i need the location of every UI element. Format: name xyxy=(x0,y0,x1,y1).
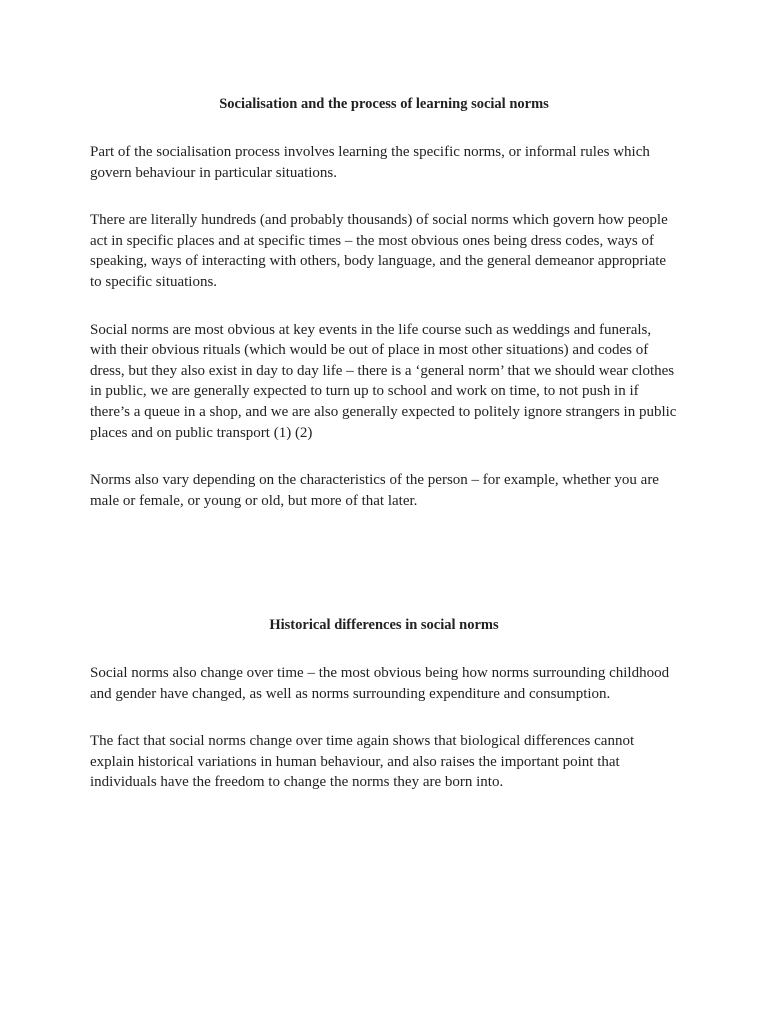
section-socialisation xyxy=(90,94,678,538)
paragraph: Part of the socialisation process involves learning the specific norms, or informal rules which govern behaviour in particular situations. xyxy=(90,144,650,181)
paragraph: There are literally hundreds (and probably thousands) of social norms which govern how people act in specific places and at specific times – the most obvious ones being dress codes, ways of speaking, ways of interacting with others, body language, and the general demeanor appropriate to specific situations. xyxy=(90,212,668,290)
section-heading: Socialisation and the process of learning social norms xyxy=(219,96,549,112)
section-heading: Historical differences in social norms xyxy=(269,617,499,633)
paragraph: Social norms also change over time – the most obvious being how norms surrounding childhood and gender have changed, as well as norms surrounding expenditure and consumption. xyxy=(90,665,670,702)
section-historical-differences xyxy=(90,615,678,820)
paragraph: The fact that social norms change over time again shows that biological differences cannot explain historical variations in human behaviour, and also raises the important point that individuals have the freedom to change the norms they are born into. xyxy=(90,733,635,791)
paragraph: Social norms are most obvious at key events in the life course such as weddings and funerals, with their obvious rituals (which would be out of place in most other situations) and codes of dress, but they also exist in day to day life – there is a ‘general norm’ that we should wear clothes in public, we are generally expected to turn up to school and work on time, to not push in if there’s a queue in a shop, and we are also generally expected to politely ignore strangers in public places and on public transport (1) (2) xyxy=(90,321,677,441)
paragraph: Norms also vary depending on the characteristics of the person – for example, whether you are male or female, or young or old, but more of that later. xyxy=(90,472,659,509)
